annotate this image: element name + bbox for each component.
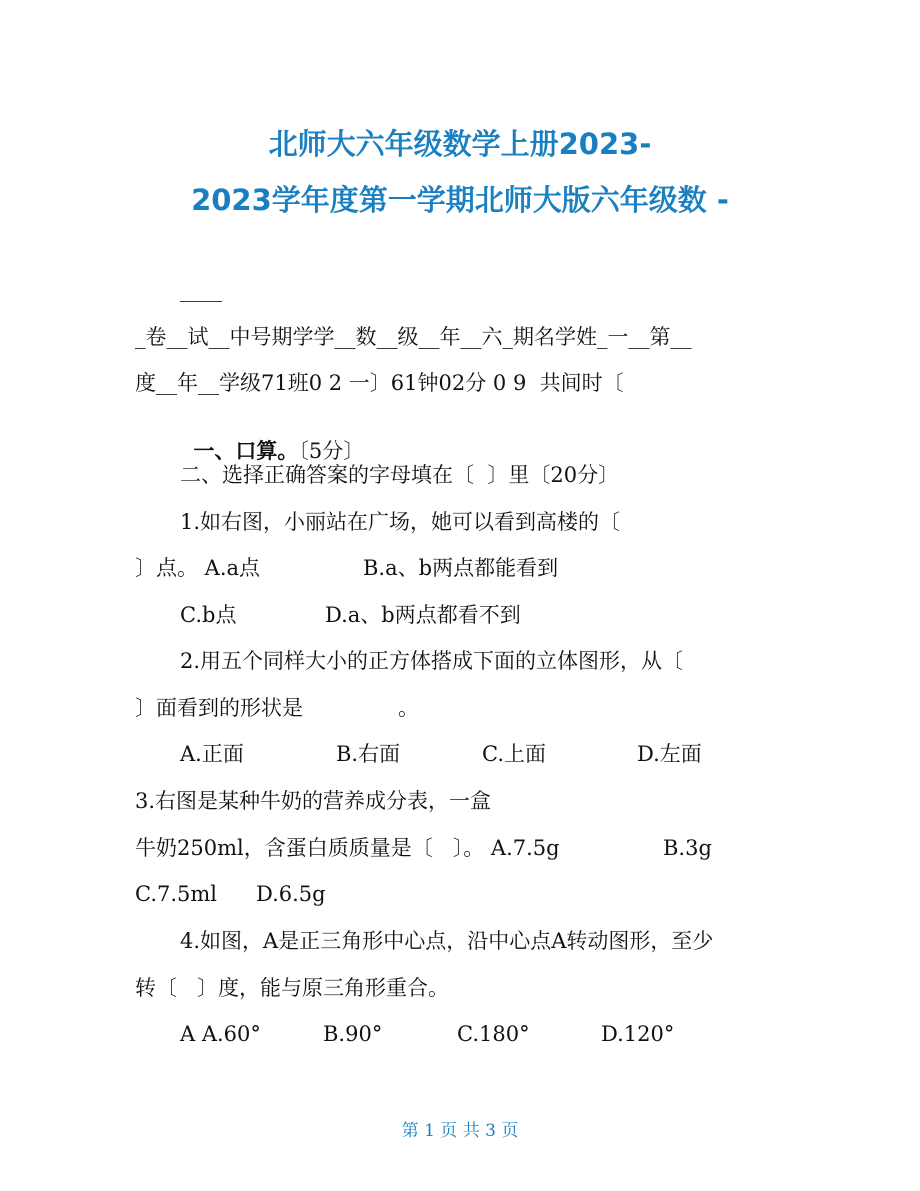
question-4-option-c: C.180° xyxy=(457,1022,530,1046)
header-fields-line-2: 度__年__学级71班0 2 一〕61钟02分 0 9 共间时〔 xyxy=(135,371,624,395)
section-1-heading xyxy=(180,419,364,462)
question-4-option-b: B.90° xyxy=(323,1022,383,1046)
question-4-option-d: D.120° xyxy=(601,1022,675,1046)
question-3-line-2: 牛奶250ml，含蛋白质质量是〔 〕。 A.7.5g xyxy=(135,836,560,860)
page-footer: 第 1 页 共 3 页 xyxy=(401,1121,519,1141)
section-2-heading: 二、选择正确答案的字母填在〔 〕里〔20分〕 xyxy=(180,463,620,487)
section-1-score: 〔5分〕 xyxy=(298,439,365,463)
question-2-option-c: C.上面 xyxy=(482,742,546,766)
question-1-option-b: B.a、b两点都能看到 xyxy=(363,556,559,580)
question-2-option-a: A.正面 xyxy=(180,742,244,766)
question-2-option-d: D.左面 xyxy=(637,742,702,766)
question-2-line-1: 2.用五个同样大小的正方体搭成下面的立体图形，从〔 xyxy=(180,649,684,673)
question-2-line-2-end: 。 xyxy=(398,696,419,720)
question-1-line-1: 1.如右图，小丽站在广场，她可以看到高楼的〔 xyxy=(180,510,621,534)
question-2-line-2: 〕面看到的形状是 xyxy=(135,696,303,720)
question-4-line-2: 转〔 〕度，能与原三角形重合。 xyxy=(135,976,450,1000)
question-2-option-b: B.右面 xyxy=(336,742,401,766)
question-3-option-b: B.3g xyxy=(663,836,712,860)
header-rule: ____ xyxy=(180,278,222,302)
header-fields-line-1: _卷__试__中号期学学__数__级__年__六_期名学姓_一__第__ xyxy=(135,325,692,349)
question-1-option-d: D.a、b两点都看不到 xyxy=(325,603,521,627)
question-4-option-a: A A.60° xyxy=(180,1022,261,1046)
question-1-option-c: C.b点 xyxy=(180,603,237,627)
question-4-line-1: 4.如图，A是正三角形中心点，沿中心点A转动图形，至少 xyxy=(180,929,714,953)
question-3-option-d: D.6.5g xyxy=(256,882,326,906)
question-1-line-2: 〕点。 A.a点 xyxy=(135,556,261,580)
section-1-title: 一、口算。 xyxy=(193,438,299,463)
document-title-line-2: 2023学年度第一学期北师大版六年级数 - xyxy=(191,183,729,217)
question-3-option-c: C.7.5ml xyxy=(135,882,218,906)
document-title-line-1: 北师大六年级数学上册2023- xyxy=(268,127,652,161)
question-3-line-1: 3.右图是某种牛奶的营养成分表，一盒 xyxy=(135,789,492,813)
